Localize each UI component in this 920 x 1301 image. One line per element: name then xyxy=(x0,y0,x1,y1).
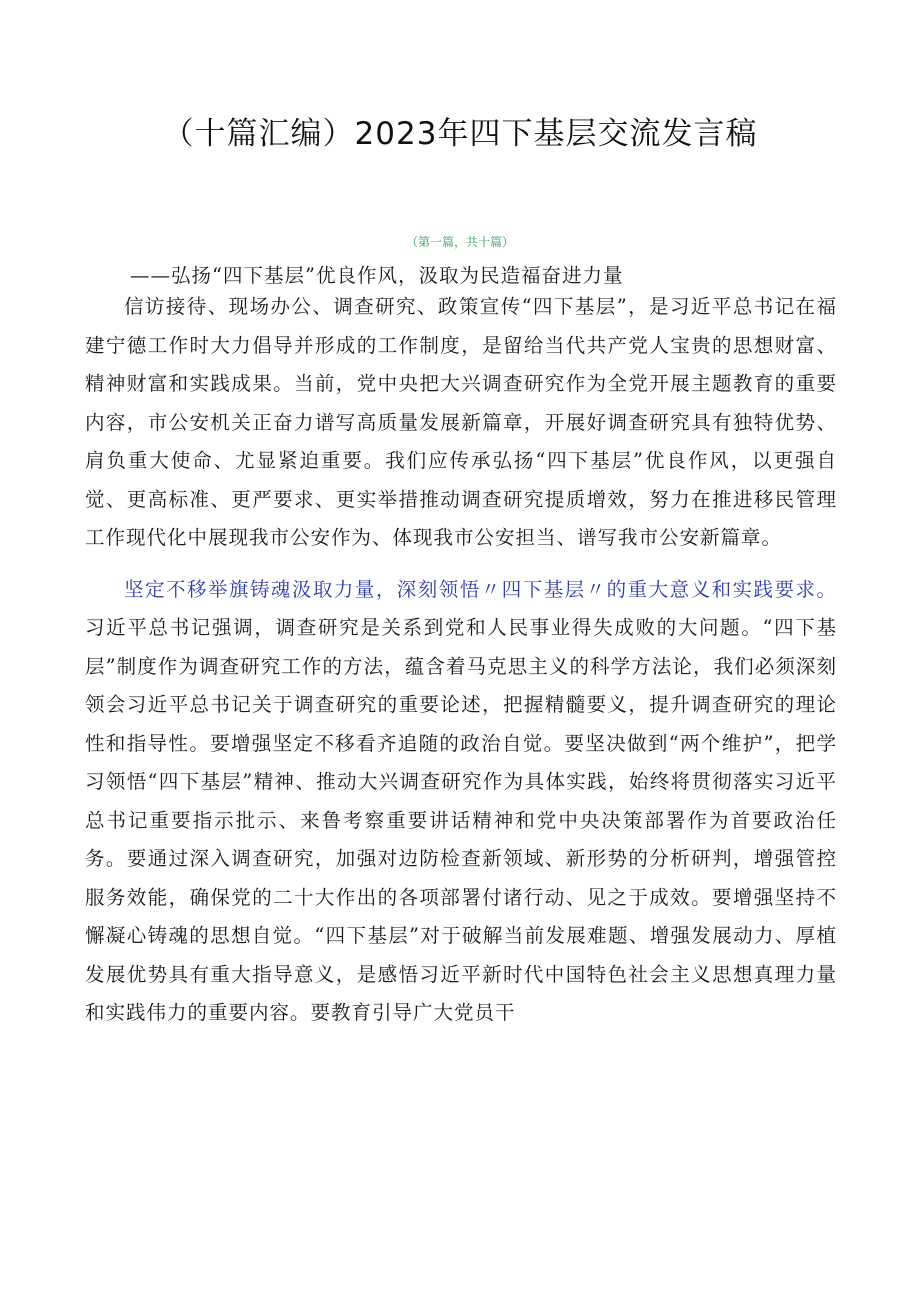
paragraph-1-text: 信访接待、现场办公、调查研究、政策宣传“四下基层”，是习近平总书记在福建宁德工作时大力倡导并形成的工作制度，是留给当代共产党人宝贵的思想财富、精神财富和实践成果。当前，党中央把大兴调查研究作为全党开展主题教育的重要内容，市公安机关正奋力谱写高质量发展新篇章，开展好调查研究具有独特优势、肩负重大使命、尤显紧迫重要。我们应传承弘扬“四下基层”优良作风，以更强自觉、更高标准、更严要求、更实举措推动调查研究提质增效，努力在推进移民管理工作现代化中展现我市公安作为、体现我市公安担当、谱写我市公安新篇章。 xyxy=(85,295,837,549)
paragraph-1 xyxy=(85,288,837,558)
document-title: （十篇汇编）2023年四下基层交流发言稿 xyxy=(162,116,758,152)
paragraph-2-text: 习近平总书记强调，调查研究是关系到党和人民事业得失成败的大问题。“四下基层”制度作为调查研究工作的方法，蕴含着马克思主义的科学方法论，我们必须深刻领会习近平总书记关于调查研究的重要论述，把握精髓要义，提升调查研究的理论性和指导性。要增强坚定不移看齐追随的政治自觉。要坚决做到“两个维护”，把学习领悟“四下基层”精神、推动大兴调查研究作为具体实践，始终将贯彻落实习近平总书记重要指示批示、来鲁考察重要讲话精神和党中央决策部署作为首要政治任务。要通过深入调查研究，加强对边防检查新领域、新形势的分析研判，增强管控服务效能，确保党的二十大作出的各项部署付诸行动、见之于成效。要增强坚持不懈凝心铸魂的思想自觉。“四下基层”对于破解当前发展难题、增强发展动力、厚植发展优势具有重大指导意义，是感悟习近平新时代中国特色社会主义思想真理力量和实践伟力的重要内容。要教育引导广大党员干 xyxy=(85,616,837,1024)
paragraph-2-lead: 坚定不移举旗铸魂汲取力量，深刻领悟〃四下基层〃的重大意义和实践要求。 xyxy=(124,577,837,601)
document-body xyxy=(85,288,837,1033)
document-subtitle: ——弘扬“四下基层”优良作风，汲取为民造福奋进力量 xyxy=(130,264,624,287)
part-label: （第一篇，共十篇） xyxy=(405,235,514,249)
paragraph-2 xyxy=(85,571,837,1033)
